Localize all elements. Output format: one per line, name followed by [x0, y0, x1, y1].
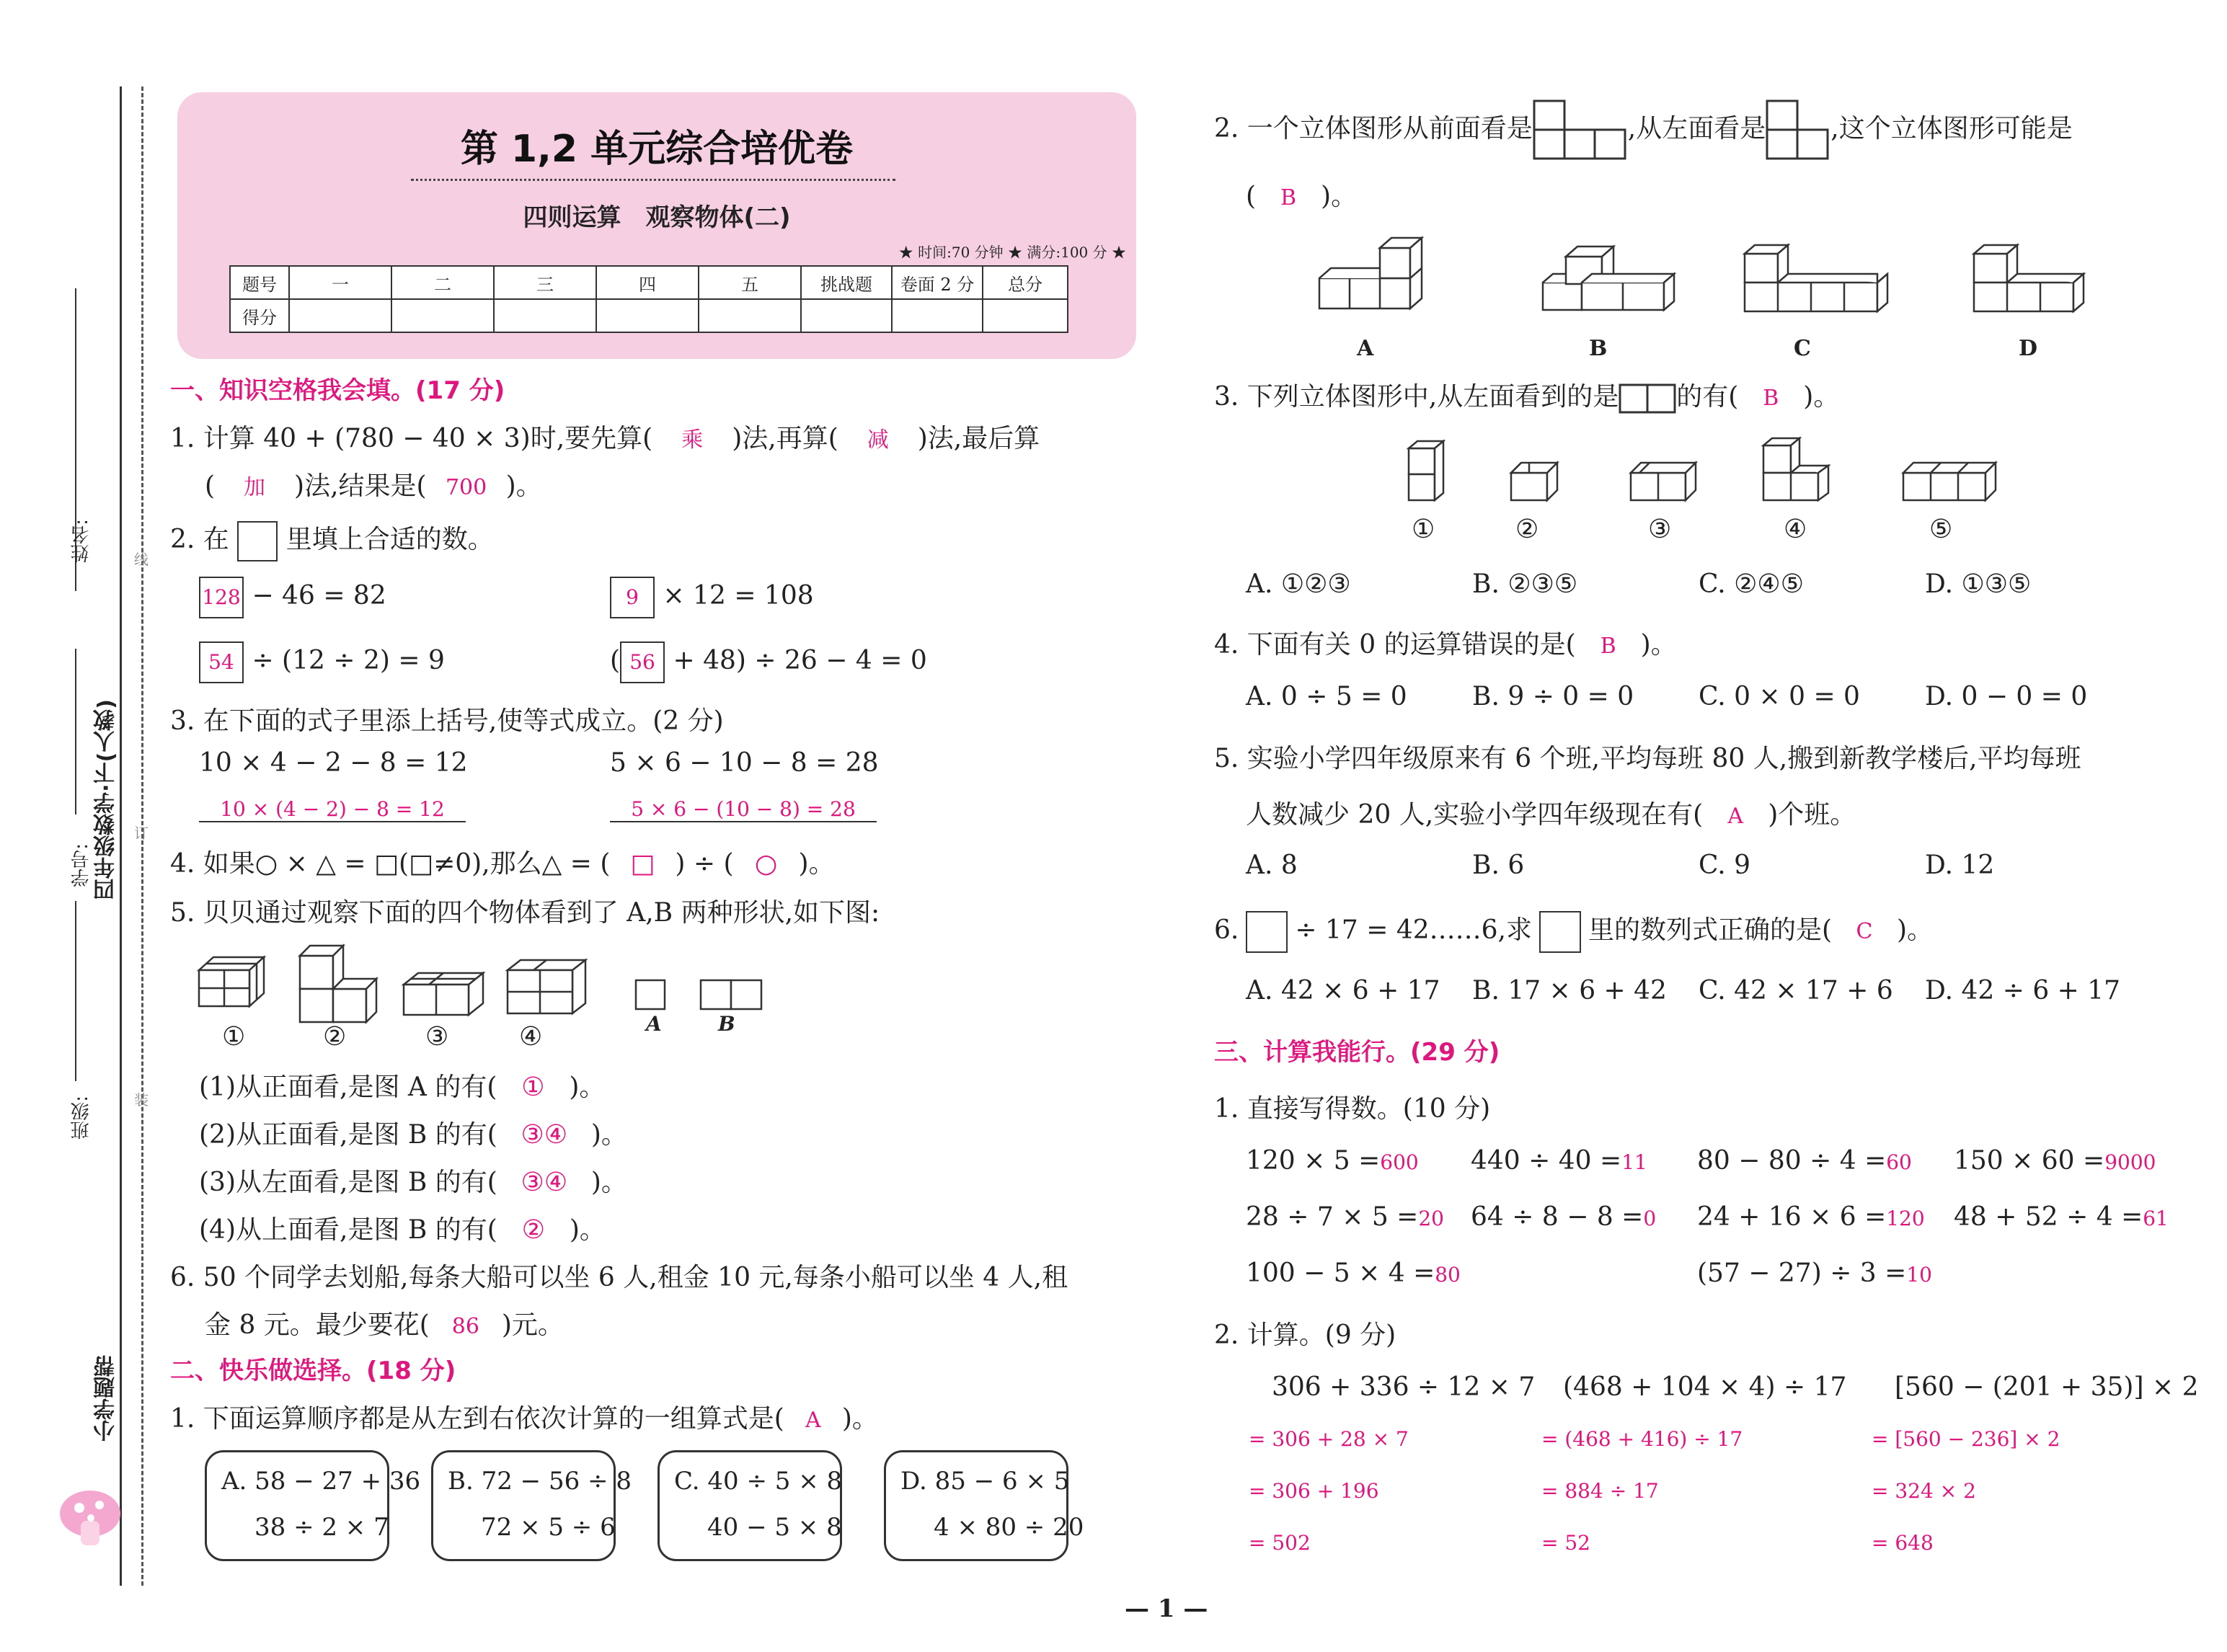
s2-q3 — [1214, 376, 1839, 415]
section3-title: 三、计算我能行。(29 分) — [1214, 1038, 1500, 1067]
s1-q1-line1 — [170, 418, 1040, 455]
score-cell: 四 — [596, 266, 699, 299]
calc-step: = 306 + 196 — [1249, 1479, 1379, 1503]
s2-q6-opt-A[interactable]: A. 42 × 6 + 17 — [1246, 976, 1440, 1005]
cube-figure-3 — [404, 973, 483, 1015]
text: + 48) ÷ 26 − 4 = 0 — [673, 646, 927, 675]
name-label: 姓名: — [71, 519, 92, 563]
calc-step: = 52 — [1541, 1531, 1590, 1555]
s2-q2-line1 — [1214, 99, 2073, 161]
text: )。 — [569, 1073, 606, 1102]
text: ) ÷ ( — [675, 849, 734, 879]
answer: □ — [630, 849, 655, 879]
section1-title: 一、知识空格我会填。(17 分) — [170, 376, 505, 405]
cube-option-B — [1543, 247, 1674, 310]
result: 0 — [1643, 1207, 1657, 1230]
answer: ② — [521, 1215, 545, 1245]
s2-q5-line1: 5. 实验小学四年级原来有 6 个班,平均每班 80 人,搬到新教学楼后,平均每班 — [1214, 744, 2081, 773]
score-header-row — [230, 266, 1068, 299]
text: ( — [1246, 182, 1257, 211]
page-subtitle: 四则运算 观察物体(二) — [523, 203, 791, 232]
score-input[interactable] — [596, 299, 699, 332]
s2-q4 — [1214, 624, 1677, 661]
score-cell: 得分 — [230, 299, 289, 332]
s1-q2 — [170, 519, 494, 561]
score-input[interactable] — [289, 299, 391, 332]
s2-q5-opt-D[interactable]: D. 12 — [1925, 851, 1995, 880]
calc-step: = 502 — [1249, 1531, 1311, 1555]
book-name: 四年级数学·下(人教) — [94, 699, 119, 900]
s1-q2-eq1 — [199, 577, 386, 618]
result: 9000 — [2104, 1150, 2156, 1174]
cube-option-D — [1974, 245, 2084, 311]
option-card-D[interactable] — [884, 1450, 1084, 1561]
s2-q6-opt-B[interactable]: B. 17 × 6 + 42 — [1472, 976, 1667, 1005]
class-label: 班级: — [71, 1096, 92, 1140]
calc-step: = (468 + 416) ÷ 17 — [1541, 1427, 1743, 1451]
s1-q6-line2 — [205, 1305, 564, 1341]
text: 人数减少 20 人,实验小学四年级现在有( — [1246, 800, 1704, 830]
s1-q5-sub1 — [199, 1067, 605, 1103]
text: − 46 = 82 — [252, 581, 386, 610]
cube-figure-4 — [508, 960, 585, 1013]
answer: 减 — [867, 427, 889, 453]
text: 4. 如果○ × △ = □(□≠0),那么△ = ( — [170, 849, 611, 879]
solid-label-1: ① — [1412, 515, 1435, 544]
page-number: — 1 — — [1125, 1594, 1208, 1623]
s2-q1 — [170, 1398, 878, 1435]
s3-q2: 2. 计算。(9 分) — [1214, 1320, 1396, 1350]
view-shape-B — [701, 980, 761, 1009]
s2-q6-opt-D[interactable]: D. 42 ÷ 6 + 17 — [1925, 976, 2121, 1005]
s2-q3-opt-C[interactable]: C. ②④⑤ — [1699, 569, 1804, 599]
solid-1 — [1409, 441, 1443, 500]
text: )。 — [505, 471, 542, 501]
text: )个班。 — [1768, 800, 1856, 830]
s2-q5-opt-B[interactable]: B. 6 — [1472, 851, 1525, 880]
text: 2. 在 — [170, 525, 229, 554]
expr: 24 + 16 × 6 = — [1697, 1202, 1887, 1232]
s1-q2-eq3 — [199, 641, 445, 683]
score-input[interactable] — [801, 299, 892, 332]
text: )。 — [1321, 182, 1358, 211]
blank-box-icon[interactable] — [1539, 911, 1581, 953]
s2-q3-opt-B[interactable]: B. ②③⑤ — [1472, 569, 1578, 599]
option-label-D: D — [2019, 336, 2038, 361]
result: 10 — [1906, 1263, 1932, 1287]
student-number-label: 学号: — [71, 843, 92, 887]
answer: C — [1856, 919, 1873, 944]
option-line: 4 × 80 ÷ 20 — [934, 1513, 1084, 1542]
result: 80 — [1435, 1263, 1461, 1287]
answer: A — [805, 1408, 821, 1433]
score-input[interactable] — [494, 299, 596, 332]
score-input[interactable] — [391, 299, 494, 332]
text: × 12 = 108 — [663, 581, 814, 610]
s2-q6-opt-C[interactable]: C. 42 × 17 + 6 — [1699, 976, 1893, 1005]
fold-mark-ding: 订 — [134, 825, 149, 842]
option-line: B. 72 − 56 ÷ 8 — [448, 1467, 632, 1496]
s1-q6-line1: 6. 50 个同学去划船,每条大船可以坐 6 人,租金 10 元,每条小船可以坐 4 人,租 — [170, 1263, 1068, 1292]
text: 的有( — [1676, 382, 1739, 412]
solid-5 — [1903, 463, 1996, 500]
oral-item — [1471, 1202, 1656, 1232]
oral-item — [1471, 1146, 1647, 1176]
solid-label-2: ② — [1515, 515, 1539, 544]
text: (1)从正面看,是图 A 的有( — [199, 1073, 497, 1102]
text: )。 — [1640, 630, 1677, 660]
page-title: 第 1,2 单元综合培优卷 — [460, 128, 854, 171]
expr: 100 − 5 × 4 = — [1246, 1258, 1435, 1288]
calc-step: = 324 × 2 — [1872, 1479, 1976, 1503]
option-line: 40 − 5 × 8 — [707, 1513, 842, 1542]
option-line: C. 40 ÷ 5 × 8 — [674, 1467, 843, 1496]
fig-label-2: ② — [323, 1022, 347, 1052]
cube-option-A — [1319, 238, 1422, 308]
text: 里的数列式正确的是( — [1588, 915, 1833, 945]
answer: 86 — [451, 1314, 479, 1339]
s1-q5-sub3 — [199, 1162, 627, 1199]
s1-q3: 3. 在下面的式子里添上括号,使等式成立。(2 分) — [170, 706, 724, 736]
oral-item — [1246, 1146, 1419, 1176]
fold-mark-xian: 线 — [134, 551, 149, 568]
answer-box[interactable]: 9 — [610, 577, 655, 618]
score-input[interactable] — [699, 299, 801, 332]
option-card-B[interactable] — [431, 1450, 632, 1561]
score-cell: 二 — [391, 266, 494, 299]
text: )法,最后算 — [917, 424, 1040, 453]
expr: 150 × 60 = — [1954, 1146, 2105, 1176]
cube-option-C — [1745, 245, 1887, 311]
brand-name: 小学题帮 — [94, 1355, 119, 1442]
student-number-line — [75, 649, 76, 814]
left-view-icon — [1766, 99, 1830, 161]
s1-q2-eq4 — [610, 641, 927, 683]
text: ÷ (12 ÷ 2) = 9 — [252, 646, 445, 675]
score-cell: 题号 — [230, 266, 289, 299]
option-card-A[interactable] — [205, 1450, 421, 1561]
expr: 120 × 5 = — [1246, 1146, 1381, 1176]
calc-step: = [560 − 236] × 2 — [1872, 1427, 2060, 1451]
text: )。 — [569, 1215, 606, 1245]
answer: ③④ — [521, 1120, 568, 1150]
exam-meta: ★ 时间:70 分钟 ★ 满分:100 分 ★ — [898, 244, 1126, 261]
text: )。 — [841, 1404, 878, 1434]
oral-item — [1954, 1202, 2169, 1232]
text: )法,再算( — [732, 424, 838, 453]
answer: ③④ — [521, 1168, 568, 1197]
s2-q4-opt-A[interactable]: A. 0 ÷ 5 = 0 — [1246, 682, 1407, 711]
result: 120 — [1886, 1207, 1925, 1230]
oral-item — [1697, 1202, 1925, 1232]
section2-title: 二、快乐做选择。(18 分) — [170, 1356, 456, 1385]
option-line: 72 × 5 ÷ 6 — [481, 1513, 616, 1542]
class-field-line — [75, 901, 76, 1081]
answer-box[interactable]: 128 — [199, 577, 244, 618]
s2-q4-opt-C[interactable]: C. 0 × 0 = 0 — [1699, 682, 1860, 711]
s2-q5-opt-C[interactable]: C. 9 — [1699, 851, 1751, 880]
front-view-icon — [1533, 99, 1628, 161]
fig-label-4: ④ — [519, 1022, 543, 1052]
result: 11 — [1621, 1150, 1647, 1174]
left-view-2-icon — [1619, 382, 1676, 415]
option-line: D. 85 − 6 × 5 — [900, 1467, 1070, 1496]
text: )。 — [1803, 382, 1840, 412]
option-label-A: A — [1357, 336, 1374, 361]
answer: ① — [521, 1073, 545, 1102]
s2-q3-opt-D[interactable]: D. ①③⑤ — [1925, 569, 2032, 599]
s3-q1: 1. 直接写得数。(10 分) — [1214, 1094, 1491, 1124]
oral-item — [1697, 1258, 1932, 1288]
score-cell: 五 — [699, 266, 801, 299]
s1-q3-eq1: 10 × 4 − 2 − 8 = 12 — [199, 748, 468, 778]
s2-q5-opt-A[interactable]: A. 8 — [1246, 851, 1298, 880]
text: 4. 下面有关 0 的运算错误的是( — [1214, 630, 1576, 660]
answer: B — [1763, 386, 1779, 411]
oral-item — [1246, 1202, 1444, 1232]
s2-q2-line2 — [1246, 176, 1357, 213]
answer: 乘 — [681, 427, 704, 453]
result: 600 — [1380, 1150, 1419, 1174]
answer: 加 — [244, 475, 266, 500]
s2-q4-opt-B[interactable]: B. 9 ÷ 0 = 0 — [1472, 682, 1634, 711]
blank-box-icon[interactable] — [1246, 911, 1288, 953]
option-line: A. 58 − 27 + 36 — [221, 1467, 421, 1496]
result: 60 — [1886, 1150, 1912, 1174]
answer: B — [1600, 634, 1616, 659]
s1-q3-eq2: 5 × 6 − 10 − 8 = 28 — [610, 748, 879, 778]
solid-4 — [1763, 438, 1828, 500]
score-cell: 总分 — [983, 266, 1068, 299]
calc-problem-1: 306 + 336 ÷ 12 × 7 — [1272, 1372, 1536, 1402]
text: )法,结果是( — [294, 471, 427, 501]
text: (2)从正面看,是图 B 的有( — [199, 1120, 497, 1150]
expr: 64 ÷ 8 − 8 = — [1471, 1202, 1644, 1232]
score-cell: 卷面 2 分 — [892, 266, 983, 299]
s1-q2-eq2 — [610, 577, 814, 618]
oral-item — [1246, 1258, 1461, 1288]
solid-label-3: ③ — [1648, 515, 1672, 544]
text: 1. 下面运算顺序都是从左到右依次计算的一组算式是( — [170, 1404, 784, 1434]
view-shape-A — [636, 980, 665, 1009]
answer-box[interactable]: 56 — [620, 641, 665, 683]
text: )。 — [798, 849, 835, 879]
text: 金 8 元。最少要花( — [205, 1310, 430, 1340]
mushroom-logo — [58, 1485, 123, 1550]
expr: 28 ÷ 7 × 5 = — [1246, 1202, 1419, 1232]
answer: B — [1280, 185, 1297, 210]
score-cell: 一 — [289, 266, 391, 299]
text: ( — [205, 471, 216, 501]
shape-label-A: A — [646, 1012, 662, 1036]
solid-3 — [1631, 463, 1696, 500]
text: 里填上合适的数。 — [285, 525, 494, 554]
score-cell: 挑战题 — [801, 266, 892, 299]
calc-step: = 648 — [1872, 1531, 1934, 1555]
result: 20 — [1418, 1207, 1444, 1230]
answer: A — [1727, 804, 1744, 829]
expr: 440 ÷ 40 = — [1471, 1146, 1622, 1176]
s1-q5-sub4 — [199, 1209, 606, 1246]
fig-label-1: ① — [222, 1022, 246, 1052]
oral-item — [1697, 1146, 1912, 1176]
text: )。 — [590, 1168, 627, 1197]
score-cell: 三 — [494, 266, 596, 299]
solid-label-5: ⑤ — [1929, 515, 1953, 544]
expr: 48 + 52 ÷ 4 = — [1954, 1202, 2143, 1232]
text: ÷ 17 = 42……6,求 — [1295, 915, 1532, 945]
text: ( — [610, 646, 621, 675]
s1-q3-answer2: 5 × 6 − (10 − 8) = 28 — [610, 797, 877, 822]
calc-step: = 306 + 28 × 7 — [1249, 1427, 1409, 1451]
s1-q5-figures — [195, 934, 771, 1057]
score-value-row — [230, 299, 1068, 332]
text: 3. 下列立体图形中,从左面看到的是 — [1214, 382, 1619, 412]
solid-2 — [1511, 463, 1557, 500]
expr: (57 − 27) ÷ 3 = — [1697, 1258, 1907, 1288]
calc-problem-3: [560 − (201 + 35)] × 2 — [1895, 1372, 2199, 1402]
option-label-C: C — [1794, 336, 1811, 361]
calc-problem-2: (468 + 104 × 4) ÷ 17 — [1563, 1372, 1847, 1402]
text: )。 — [590, 1120, 627, 1150]
text: ,这个立体图形可能是 — [1830, 114, 2073, 143]
header-panel — [177, 92, 1136, 359]
solid-label-4: ④ — [1784, 515, 1807, 544]
text: 2. 一个立体图形从前面看是 — [1214, 114, 1533, 143]
text: )元。 — [501, 1310, 564, 1340]
cube-figure-1 — [199, 957, 264, 1006]
expr: 80 − 80 ÷ 4 = — [1697, 1146, 1887, 1176]
s2-q3-figures — [1399, 432, 2019, 512]
answer-box[interactable]: 54 — [199, 641, 244, 683]
result: 61 — [2143, 1207, 2169, 1230]
option-line: 38 ÷ 2 × 7 — [254, 1513, 389, 1542]
text: 1. 计算 40 + (780 − 40 × 3)时,要先算( — [170, 424, 653, 453]
s1-q5: 5. 贝贝通过观察下面的四个物体看到了 A,B 两种形状,如下图: — [170, 898, 880, 928]
blank-box-icon — [237, 521, 278, 561]
answer: 700 — [445, 475, 487, 500]
s1-q1-line2 — [205, 466, 542, 502]
s2-q5-line2 — [1246, 794, 1856, 831]
s2-q6 — [1214, 910, 1933, 953]
text: 6. — [1214, 915, 1239, 945]
fold-mark-zhuang: 装 — [134, 1091, 149, 1109]
calc-step: = 884 ÷ 17 — [1541, 1479, 1659, 1503]
cube-figure-2 — [300, 946, 376, 1022]
score-input[interactable] — [892, 299, 983, 332]
s2-q4-opt-D[interactable]: D. 0 − 0 = 0 — [1925, 682, 2088, 711]
fig-label-3: ③ — [425, 1022, 449, 1052]
score-table — [229, 265, 1068, 333]
text: (3)从左面看,是图 B 的有( — [199, 1168, 497, 1197]
text: )。 — [1897, 915, 1934, 945]
text: ,从左面看是 — [1627, 114, 1766, 143]
text: (4)从上面看,是图 B 的有( — [199, 1215, 497, 1245]
s2-q2-figures — [1312, 225, 2105, 326]
answer: ○ — [754, 849, 778, 879]
s1-q3-answer1: 10 × (4 − 2) − 8 = 12 — [199, 797, 466, 822]
option-label-B: B — [1589, 336, 1608, 361]
option-card-C[interactable] — [658, 1450, 842, 1561]
s1-q5-sub2 — [199, 1114, 627, 1151]
s1-q4 — [170, 843, 835, 880]
title-divider — [411, 179, 895, 181]
s2-q3-opt-A[interactable]: A. ①②③ — [1246, 569, 1351, 599]
score-input[interactable] — [983, 299, 1068, 332]
shape-label-B: B — [718, 1012, 735, 1036]
oral-item — [1954, 1146, 2156, 1176]
